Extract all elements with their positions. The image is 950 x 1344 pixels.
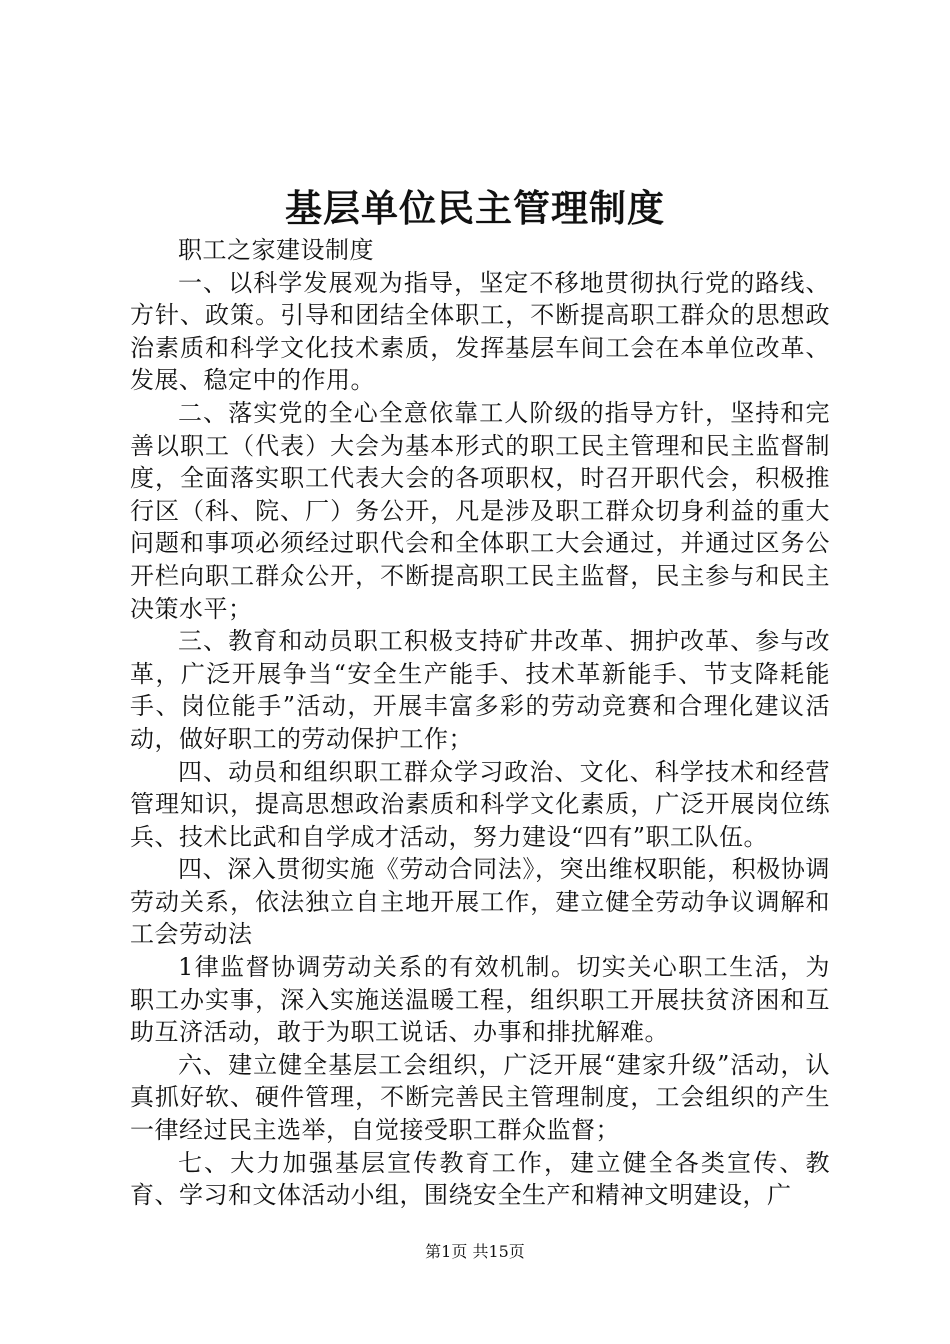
document-body [130,234,830,1212]
page-number-footer: 第1页 共15页 [425,1242,525,1261]
paragraph-6: 1律监督协调劳动关系的有效机制。切实关心职工生活，为职工办实事，深入实施送温暖工程，组织职工开展扶贫济困和互助互济活动，敢于为职工说话、办事和排扰解难。 [130,953,830,1047]
paragraph-1: 一、以科学发展观为指导，坚定不移地贯彻执行党的路线、方针、政策。引导和团结全体职工，不断提高职工群众的思想政治素质和科学文化技术素质，发挥基层车间工会在本单位改革、发展、稳定中的作用。 [130,268,830,395]
paragraph-8: 七、大力加强基层宣传教育工作，建立健全各类宣传、教育、学习和文体活动小组，围绕安全生产和精神文明建设，广 [130,1148,830,1210]
paragraph-7: 六、建立健全基层工会组织，广泛开展“建家升级”活动，认真抓好软、硬件管理，不断完善民主管理制度，工会组织的产生一律经过民主选举，自觉接受职工群众监督； [130,1050,830,1145]
paragraph-3: 三、教育和动员职工积极支持矿井改革、拥护改革、参与改革，广泛开展争当“安全生产能手、技术革新能手、节支降耗能手、岗位能手”活动，开展丰富多彩的劳动竞赛和合理化建议活动，做好职工的劳动保护工作； [130,627,830,753]
paragraph-2: 二、落实党的全心全意依靠工人阶级的指导方针，坚持和完善以职工（代表）大会为基本形式的职工民主管理和民主监督制度，全面落实职工代表大会的各项职权，时召开职代会，积极推行区（科、院、厂）务公开，凡是涉及职工群众切身利益的重大问题和事项必须经过职代会和全体职工大会通过，并通过区务公开栏向职工群众公开，不断提高职工民主监督，民主参与和民主决策水平； [130,398,830,623]
paragraph-5: 四、深入贯彻实施《劳动合同法》，突出维权职能，积极协调劳动关系，依法独立自主地开展工作，建立健全劳动争议调解和工会劳动法 [130,855,830,949]
document-title: 基层单位民主管理制度 [285,186,665,230]
paragraph-4: 四、动员和组织职工群众学习政治、文化、科学技术和经营管理知识，提高思想政治素质和科学文化素质，广泛开展岗位练兵、技术比武和自学成才活动，努力建设“四有”职工队伍。 [130,757,830,851]
paragraph-subtitle: 职工之家建设制度 [178,236,374,264]
